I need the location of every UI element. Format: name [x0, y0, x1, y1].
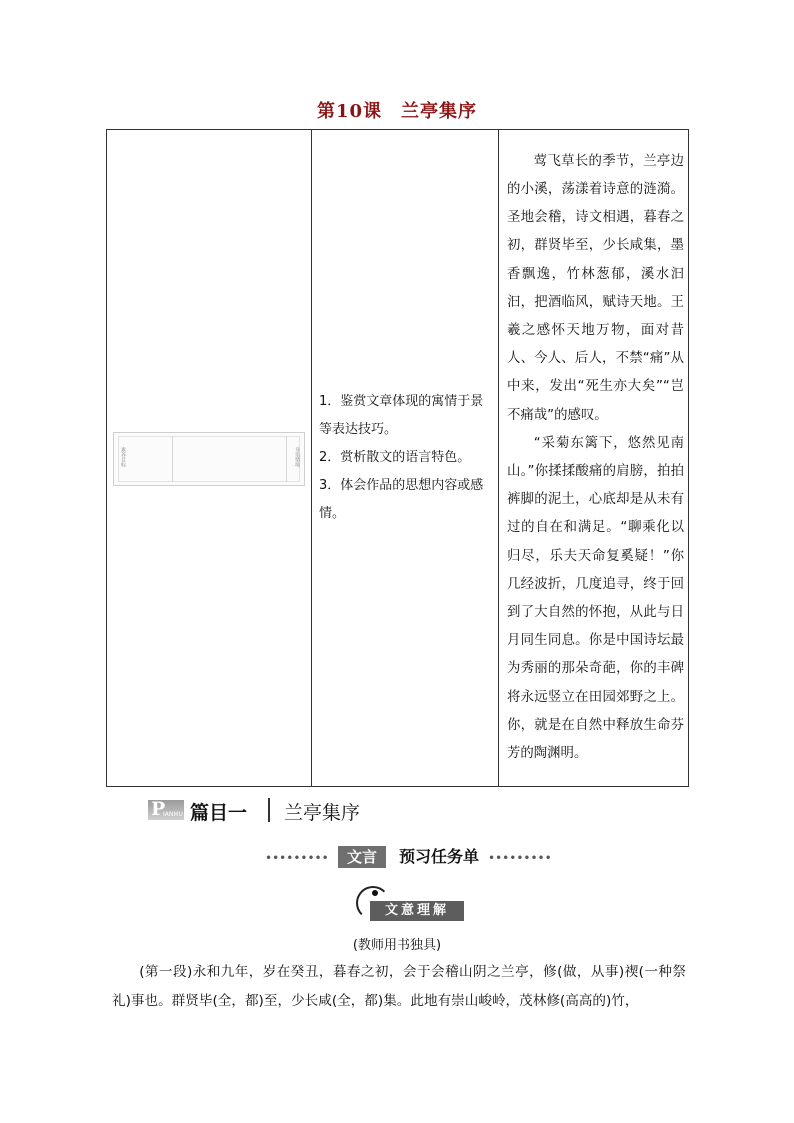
dots-left: ••••••••• — [265, 851, 329, 865]
intro-paragraph: 莺飞草长的季节，兰亭边的小溪，荡漾着诗意的涟漪。圣地会稽，诗文相遇，暮春之初，群贤毕至，少长咸集，墨香飘逸，竹林葱郁，溪水汩汩，把酒临风，赋诗天地。王羲之感怀天地万物，面对昔人、今人、后人，不禁“痛”从中来，发出“死生亦大矣”“岂不痛哉”的感叹。 — [507, 153, 684, 423]
teacher-note: (教师用书独具) — [352, 938, 442, 953]
pianmu-badge — [148, 800, 184, 820]
badge-letter: P — [151, 798, 166, 820]
body-paragraph: (第一段)永和九年，岁在癸丑，暮春之初，会于会稽山阴之兰亭，修(做，从事)禊(一种祭礼)事也。群贤毕(全，都)至，少长咸(全，都)集。此地有崇山峻岭，茂林修(高高的)竹， — [112, 964, 686, 1009]
goal-item: 1．鉴赏文章体现的寓情于景等表达技巧。 — [319, 394, 484, 437]
scroll-image — [113, 432, 305, 486]
intro-cell — [499, 130, 689, 787]
wenyan-tag: 文言 — [338, 846, 386, 868]
goals-cell — [312, 130, 499, 787]
section-title: 篇目一 — [190, 802, 248, 824]
scroll-right-label: 导语情境 — [294, 447, 300, 467]
badge-small-text: IANMU — [163, 811, 183, 818]
lesson-intro-table — [106, 129, 689, 787]
body-text — [112, 958, 686, 1016]
goal-item: 2．赏析散文的语言特色。 — [319, 450, 471, 465]
lesson-title: 第10课 兰亭集序 — [316, 101, 478, 122]
dot-icon — [372, 890, 378, 896]
section-subtitle: 兰亭集序 — [284, 802, 361, 824]
goal-item: 3．体会作品的思想内容或感情。 — [319, 478, 484, 521]
scroll-left-label: 素养目标 — [120, 447, 126, 467]
section-divider — [268, 798, 270, 822]
comprehension-badge — [356, 886, 466, 922]
task-title: 预习任务单 — [399, 847, 480, 866]
intro-paragraph: “采菊东篱下，悠然见南山。”你揉揉酸痛的肩膀，拍拍裤脚的泥土，心底却是从未有过的自在和满足。“聊乘化以归尽，乐夫天命复奚疑！”你几经波折，几度追寻，终于回到了大自然的怀抱，从此与日月同生同息。你是中国诗坛最为秀丽的那朵奇葩，你的丰碑将永远竖立在田园郊野之上。你，就是在自然中释放生命芬芳的陶渊明。 — [507, 435, 684, 762]
dots-right: ••••••••• — [488, 851, 552, 865]
goals-list — [312, 388, 498, 528]
task-header — [265, 846, 565, 870]
intro-text — [499, 148, 688, 768]
comprehension-label: 文意理解 — [370, 901, 464, 921]
image-cell — [107, 130, 312, 787]
